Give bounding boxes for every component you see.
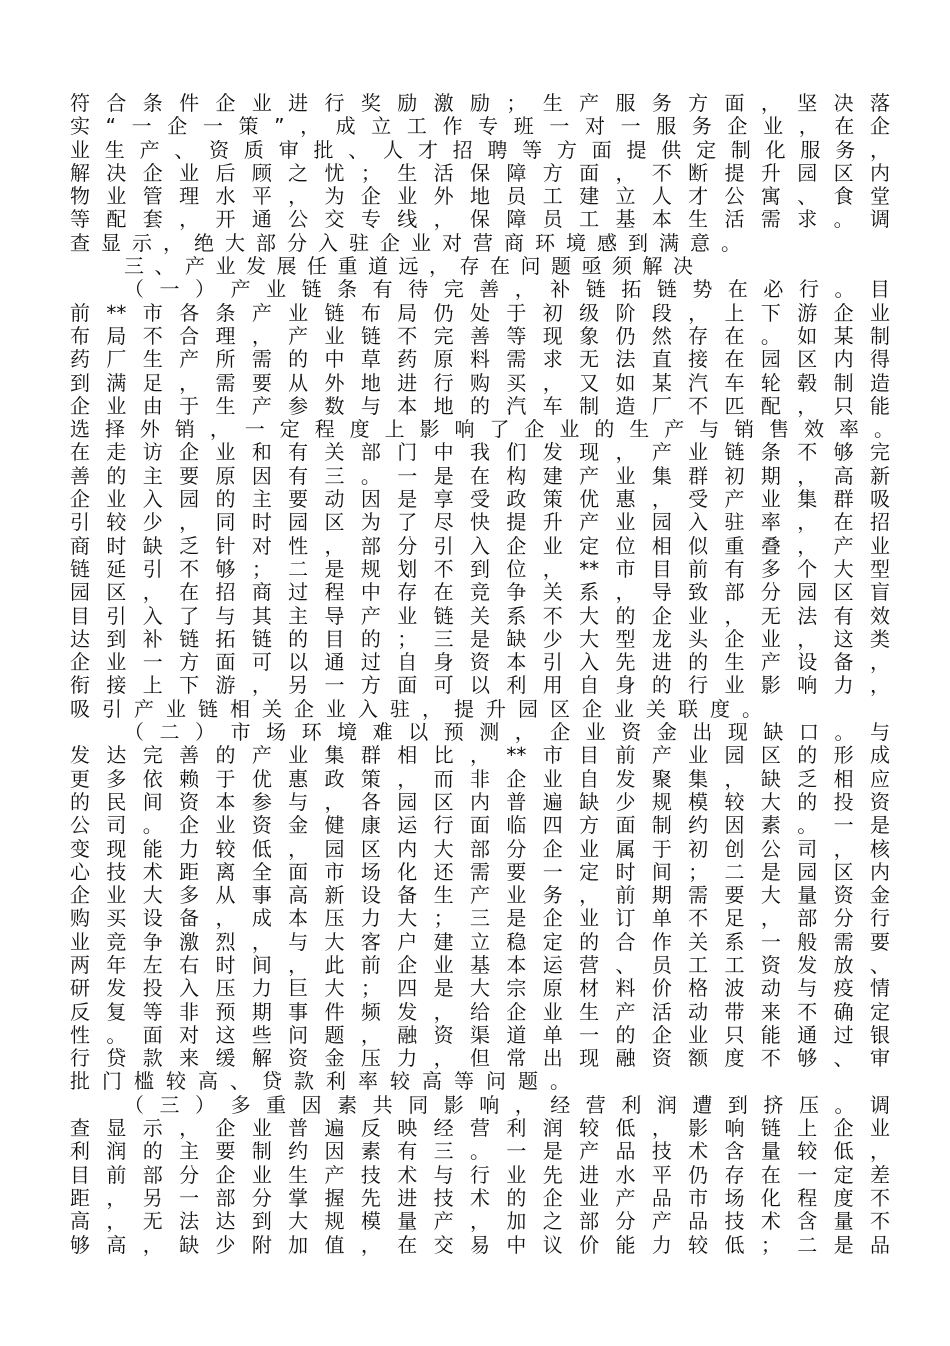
text-line: 购买设备，成本压力大；三是企业订单不足，部分行 [70, 906, 890, 931]
text-line: 善的主要原因有三。一是在构建产业集群初期，高新 [70, 463, 890, 488]
text-line: 更多依赖于优惠政策，而非企业自发聚集，缺乏相应 [70, 766, 890, 791]
text-line: 链延引不够；二是规划不到位，**市目前有多个大型 [70, 556, 890, 581]
text-line: 心技术距离全面市场化还需要一定时间；二是园区内 [70, 859, 890, 884]
text-line: 到满足，需要从外地进行购买，又如某汽车轮毂制造 [70, 370, 890, 395]
text-line: 商时缺乏针对性，部分引入企业定位相似重叠，产业 [70, 533, 890, 558]
subsection-heading-line: （一）产业链条有待完善，补链拓链势在必行。目 [124, 277, 890, 302]
text-line: 发达完善的产业集群相比，**市目前产业园区的形成 [70, 743, 890, 768]
text-line: 引较少，同时园区为了尽快提升产业园入驻率，在招 [70, 510, 890, 535]
text-line: 公司。企业资金健康运行面临四方面制约因素。一是 [70, 813, 890, 838]
text-line: 行贷款来缓解资金压力，但常出现融资额度不够、审 [70, 1046, 890, 1071]
text-line: 符合条件企业进行奖励激励；生产服务方面，坚决落 [70, 91, 890, 115]
text-line: 业竞争激烈，与大客户建立稳定的合作关系一般需要 [70, 929, 890, 954]
text-line: 目引入了与其主导产业链关系不大的企业，无法有效 [70, 603, 890, 628]
text-line: 距，另一部分掌握先进技术的企业产品市场化程度不 [70, 1185, 890, 1210]
text-line: 够高，缺少附加值，在交易中议价能力较低；二是品 [70, 1232, 890, 1257]
text-line: 业生产、资质审批、人才招聘等方面提供定制化服务， [70, 137, 890, 162]
text-line: 性。面对这些问题，融资渠道单一的企业只能通过银 [70, 1022, 890, 1047]
text-line: 两年左右时间，此前企业基本运营、员工工资发放、 [70, 952, 890, 977]
text-line: 实“一企一策”，成立工作专班一对一服务企业，在企 [70, 114, 890, 139]
text-line: 达到补链拓链的目的；三是缺少大型龙头企业，这类 [70, 626, 890, 651]
text-line: 布局不合理，产业链不完善等现象仍然存在。如某制 [70, 323, 890, 348]
text-line: 园区，在招商过程中存在竞争关系，导致部分园区盲 [70, 580, 890, 605]
text-line: 批门槛较高、贷款利率较高等问题。 [70, 1069, 582, 1094]
text-line: 的民间资本参与，各园区内普遍缺少规模较大的投资 [70, 789, 890, 814]
text-line: 物业管理水平，为企业外地员工建立人才公寓、食堂 [70, 184, 890, 209]
text-line: 解决企业后顾之忧；生活保障方面，不断提升园区内 [70, 160, 890, 185]
text-line: 选择外销，一定程度上影响了企业的生产与销售效率。 [70, 417, 894, 442]
text-line: 药厂生产所需的中草药原料需求无法直接在园区内得 [70, 347, 890, 372]
subsection-heading-line: （二）市场环境难以预测，企业资金出现缺口。与 [124, 720, 890, 745]
text-line: 在走访企业和有关部门中我们发现，产业链条不够完 [70, 440, 890, 465]
text-line: 查显示，绝大部分入驻企业对营商环境感到满意。 [70, 230, 752, 255]
text-line: 企业入园的主要动因是享受政策优惠，受产业集群吸 [70, 487, 890, 512]
text-line: 等配套，开通公交专线，保障员工基本生活需求。调 [70, 207, 890, 232]
text-line: 衔接上下游，另一方面可以利用自身的行业影响力， [70, 673, 890, 698]
text-line: 企业大多从事高新设备生产业务，前期需要大量资金 [70, 883, 890, 908]
text-line: 变现能力较低，园区内大部分企业属于初创公司，核 [70, 836, 890, 861]
text-line: 企业由于生产参数与本地的汽车制造厂不匹配，只能 [70, 393, 890, 418]
text-line: 企业一方面可以通过自身资本引入先进的生产设备， [70, 650, 890, 675]
text-line: 前**市各条产业链布局仍处于初级阶段，上下游企业 [70, 300, 890, 325]
section-heading: 三、产业发展任重道远，存在问题亟须解决 [124, 254, 704, 279]
document-page [70, 91, 894, 1257]
text-line: 高，无法达到大规模量产，加之部分产品技术含量不 [70, 1209, 890, 1234]
subsection-heading-line: （三）多重因素共同影响，经营利润遭到挤压。调 [124, 1092, 890, 1117]
text-line: 吸引产业链相关企业入驻，提升园区企业关联度。 [70, 696, 774, 721]
text-line: 利润的主要制约因素有三。一是产品技术含量较低， [70, 1139, 890, 1164]
text-line: 查显示，企业普遍反映经营利润较低，影响链上企业 [70, 1116, 890, 1141]
text-line: 研发投入压力巨大；四是大宗原材料价格波动与疫情 [70, 976, 890, 1001]
text-line: 反复等非预期事件频发，给企业生产活动带来不确定 [70, 999, 890, 1024]
text-line: 目前部分企业生产技术与行业先进水平仍存在一定差 [70, 1162, 890, 1187]
